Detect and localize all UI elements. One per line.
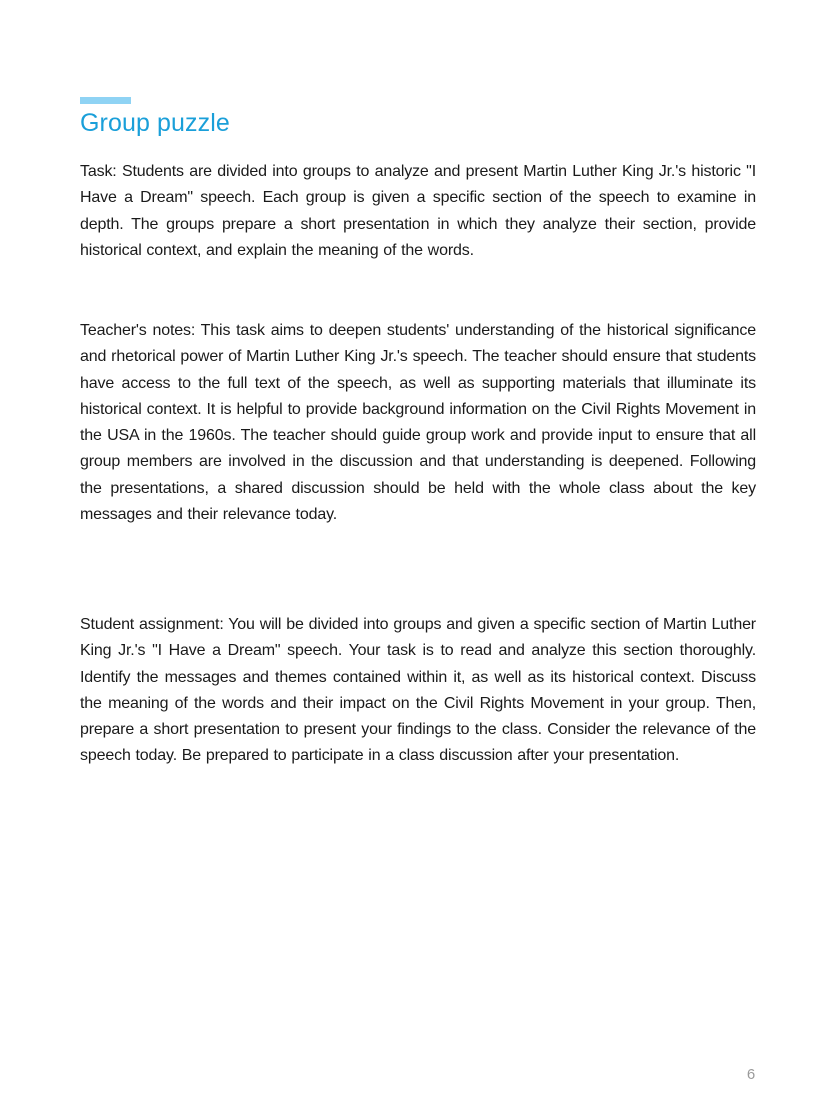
task-paragraph: Task: Students are divided into groups to analyze and present Martin Luther King Jr.'s historic "I Have a Dream" speech. Each group is given a specific section of the speech to examine in depth. The groups prepare a short presentation in which they analyze their section, provide historical context, and explain the meaning of the words.	[80, 163, 756, 259]
teacher-notes-paragraph: Teacher's notes: This task aims to deepen students' understanding of the historical significance and rhetorical power of Martin Luther King Jr.'s speech. The teacher should ensure that students have access to the full text of the speech, as well as supporting materials that illuminate its historical context. It is helpful to provide background information on the Civil Rights Movement in the USA in the 1960s. The teacher should guide group work and provide input to ensure that all group members are involved in the discussion and that understanding is deepened. Following the presentations, a shared discussion should be held with the whole class about the key messages and their relevance today.	[80, 322, 756, 524]
student-assignment-paragraph: Student assignment: You will be divided into groups and given a specific section of Martin Luther King Jr.'s "I Have a Dream" speech. Your task is to read and analyze this section thoroughly. Identify the messages and themes contained within it, as well as its historical context. Discuss the meaning of the words and their impact on the Civil Rights Movement in your group. Then, prepare a short presentation to present your findings to the class. Consider the relevance of the speech today. Be prepared to participate in a class discussion after your presentation.	[80, 616, 756, 765]
page-number: 6	[746, 1066, 756, 1083]
heading-accent-bar	[80, 97, 131, 104]
section-heading: Group puzzle	[80, 109, 230, 137]
